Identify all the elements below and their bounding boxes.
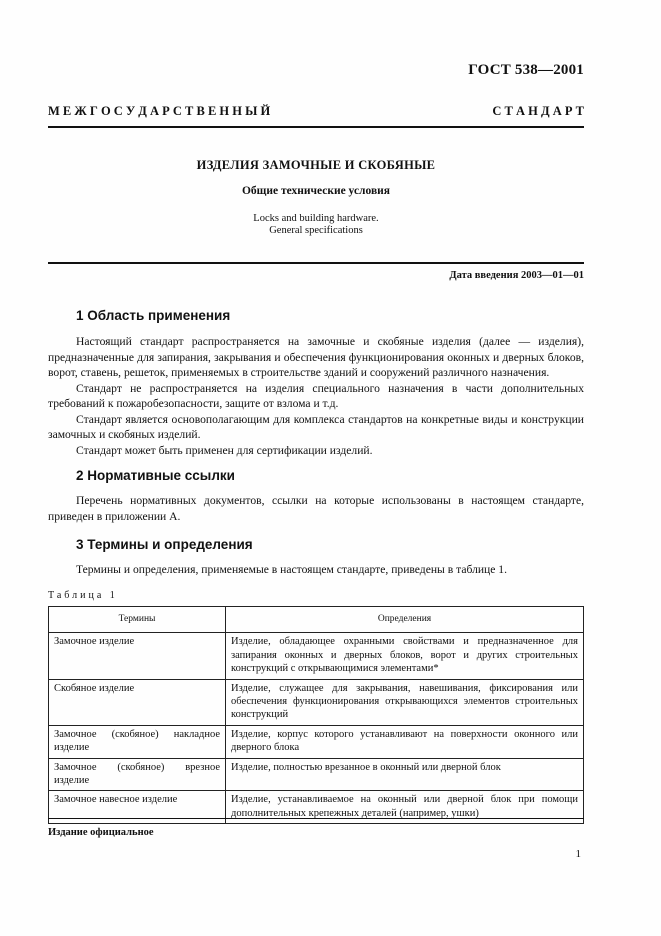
intro-date: Дата введения 2003—01—01 (449, 270, 584, 281)
section-1-heading: 1 Область применения (76, 308, 231, 323)
gost-number: ГОСТ 538—2001 (468, 62, 584, 78)
terms-table (48, 606, 584, 824)
paragraph: Термины и определения, применяемые в настоящем стандарте, приведены в таблице 1. (76, 563, 508, 576)
table-row (49, 758, 584, 791)
footer-rule (48, 818, 584, 819)
english-title-line1: Locks and building hardware. (253, 213, 379, 224)
definition-cell: Изделие, корпус которого устанавливают на поверхности оконного или дверного блока (226, 725, 584, 758)
table-row (49, 679, 584, 725)
header-terms: Термины (49, 607, 226, 633)
term-cell: Замочное навесное изделие (49, 791, 226, 824)
section-1-body (48, 334, 584, 458)
title-rule (48, 262, 584, 264)
term-cell: Замочное изделие (49, 633, 226, 679)
english-title (48, 213, 584, 237)
interstate-word: М Е Ж Г О С У Д А Р С Т В Е Н Н Ы Й (48, 104, 271, 118)
official-edition-label: Издание официальное (48, 827, 154, 838)
document-subtitle: Общие технические условия (241, 185, 391, 197)
term-cell: Замочное (скобяное) врезное изделие (49, 758, 226, 791)
section-3-body (48, 562, 584, 578)
definition-cell: Изделие, служащее для закрывания, навешивания, фиксирования или обеспечения функционирования открывающихся элементов строительных конструкций (226, 679, 584, 725)
section-3-heading: 3 Термины и определения (76, 537, 253, 552)
table-row (49, 633, 584, 679)
table-caption: Таблица 1 (48, 590, 118, 601)
definition-cell: Изделие, обладающее охранными свойствами и предназначенное для запирания оконных и дверных блоков, ворот и других строительных конструкций с открывающимися элементами* (226, 633, 584, 679)
standard-word: С Т А Н Д А Р Т (492, 104, 584, 118)
definition-cell: Изделие, устанавливаемое на оконный или дверной блок при помощи дополнительных крепежных деталей (например, ушки) (226, 791, 584, 824)
paragraph: Настоящий стандарт распространяется на замочные и скобяные изделия (далее — изделия), предназначенные для запирания, закрывания и обеспечения функционирования оконных и дверных блоков, ворот, ставень, решеток, применяемых в строительстве зданий и сооружений различного назначения. (48, 335, 584, 379)
document-title: ИЗДЕЛИЯ ЗАМОЧНЫЕ И СКОБЯНЫЕ (196, 158, 436, 172)
section-2-body (48, 493, 584, 524)
term-cell: Скобяное изделие (49, 679, 226, 725)
term-cell: Замочное (скобяное) накладное изделие (49, 725, 226, 758)
paragraph: Стандарт может быть применен для сертификации изделий. (76, 443, 373, 457)
paragraph: Перечень нормативных документов, ссылки на которые использованы в настоящем стандарте, приведен в приложении А. (48, 494, 584, 523)
definition-cell: Изделие, полностью врезанное в оконный или дверной блок (226, 758, 584, 791)
paragraph: Стандарт является основополагающим для комплекса стандартов на конкретные виды и конструкции замочных и скобяных изделий. (48, 412, 584, 441)
table-header-row (49, 607, 584, 633)
header-definitions: Определения (226, 607, 584, 633)
page-number: 1 (575, 848, 581, 860)
header-rule (48, 126, 584, 128)
table-row (49, 725, 584, 758)
paragraph: Стандарт не распространяется на изделия специального назначения в части дополнительных требований к пожаробезопасности, защите от взлома и т.д. (48, 381, 584, 410)
section-2-heading: 2 Нормативные ссылки (76, 468, 235, 483)
english-title-line2: General specifications (269, 225, 363, 236)
interstate-standard-banner (48, 104, 584, 119)
